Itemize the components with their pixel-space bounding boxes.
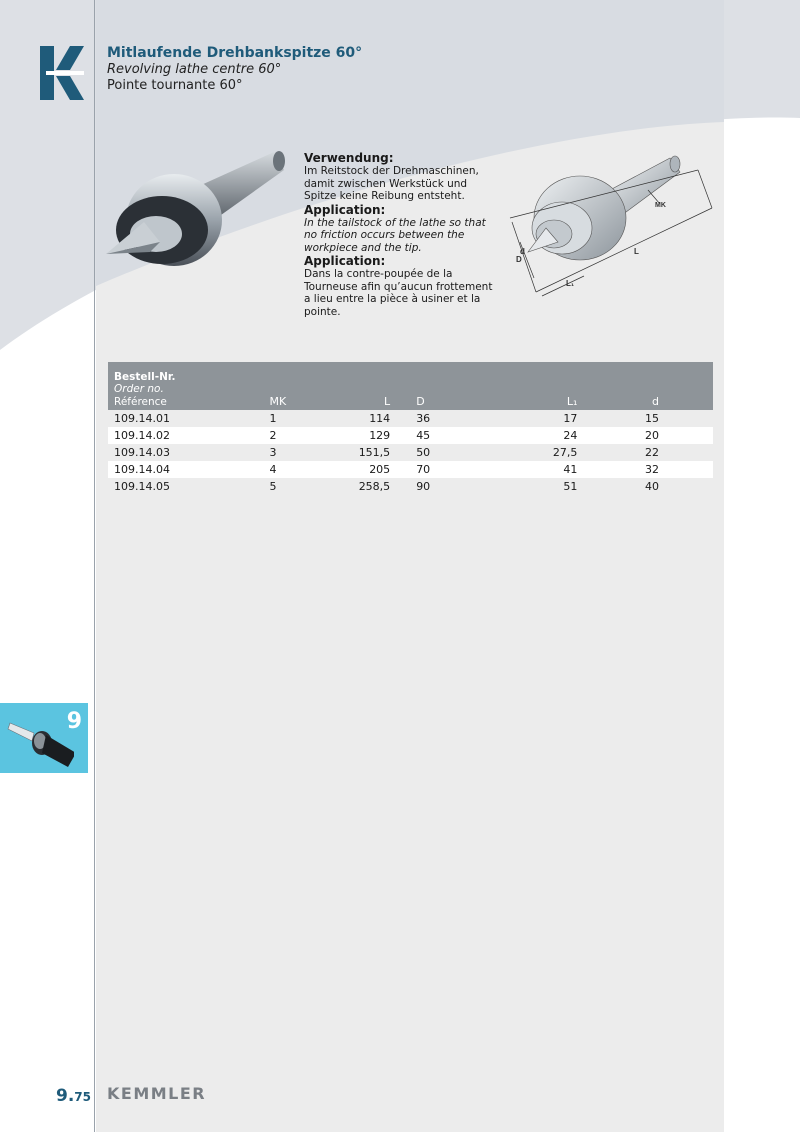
- collet-icon: [4, 705, 74, 775]
- header-d-upper: D: [396, 362, 500, 410]
- cell-l: 129: [329, 427, 396, 444]
- brand-name: KEMMLER: [107, 1084, 207, 1103]
- technical-drawing: [500, 150, 718, 305]
- drawing-label-l1: L₁: [566, 279, 575, 288]
- page-number-sub: 75: [74, 1090, 91, 1104]
- margin-line: [94, 0, 95, 1132]
- cell-d-upper: 70: [396, 461, 500, 478]
- cell-l: 205: [329, 461, 396, 478]
- chapter-number: 9: [66, 709, 82, 734]
- cell-order-no: 109.14.02: [108, 427, 264, 444]
- cell-mk: 4: [264, 461, 329, 478]
- cell-mk: 2: [264, 427, 329, 444]
- header-order-no-de: Bestell-Nr.: [114, 370, 176, 383]
- table-row: [108, 444, 713, 461]
- heading-german: Verwendung:: [304, 151, 394, 165]
- cell-l1: 17: [500, 410, 583, 427]
- header-d-lower: d: [583, 362, 713, 410]
- cell-order-no: 109.14.03: [108, 444, 264, 461]
- cell-d-lower: 32: [583, 461, 713, 478]
- drawing-label-l: L: [634, 247, 639, 256]
- table-row: [108, 427, 713, 444]
- drawing-label-d-lower: d: [520, 247, 525, 256]
- cell-mk: 3: [264, 444, 329, 461]
- table-row: [108, 478, 713, 495]
- table-row: [108, 461, 713, 478]
- cell-l1: 27,5: [500, 444, 583, 461]
- cell-d-lower: 22: [583, 444, 713, 461]
- table-header-row: [108, 362, 713, 410]
- cell-mk: 1: [264, 410, 329, 427]
- heading-french: Application:: [304, 254, 386, 268]
- product-photo: [104, 148, 294, 276]
- cell-l: 151,5: [329, 444, 396, 461]
- cell-d-lower: 20: [583, 427, 713, 444]
- header-order-no: [108, 362, 264, 410]
- page-number-main: 9.: [56, 1086, 75, 1106]
- cell-l: 258,5: [329, 478, 396, 495]
- spec-table: [108, 362, 713, 495]
- header-l: L: [329, 362, 396, 410]
- header-l1: L₁: [500, 362, 583, 410]
- cell-d-upper: 45: [396, 427, 500, 444]
- cell-l1: 51: [500, 478, 583, 495]
- chapter-tab[interactable]: [0, 703, 88, 773]
- drawing-label-d-upper: D: [516, 255, 522, 264]
- table-row: [108, 410, 713, 427]
- text-german: Im Reitstock der Drehmaschinen, damit zwischen Werkstück und Spitze keine Reibung entsteht.: [304, 165, 479, 202]
- text-french: Dans la contre-poupée de la Tourneuse afin qu’aucun frottement a lieu entre la pièce à usiner et la pointe.: [304, 268, 493, 318]
- description: [304, 151, 500, 318]
- header-order-no-en: Order no.: [114, 383, 164, 395]
- title-german: Mitlaufende Drehbankspitze 60°: [107, 45, 363, 61]
- header-order-no-fr: Référence: [114, 395, 167, 408]
- title-french: Pointe tournante 60°: [107, 78, 243, 93]
- heading-english: Application:: [304, 202, 386, 217]
- cell-order-no: 109.14.01: [108, 410, 264, 427]
- page-number: [56, 1086, 91, 1106]
- cell-l: 114: [329, 410, 396, 427]
- kemmler-logo-icon: [40, 46, 84, 100]
- text-english: In the tailstock of the lathe so that no friction occurs between the workpiece and the tip.: [304, 216, 486, 254]
- header-mk: MK: [264, 362, 329, 410]
- cell-d-upper: 36: [396, 410, 500, 427]
- drawing-label-mk: MK: [655, 202, 666, 209]
- cell-order-no: 109.14.05: [108, 478, 264, 495]
- cell-mk: 5: [264, 478, 329, 495]
- cell-d-upper: 50: [396, 444, 500, 461]
- cell-d-lower: 15: [583, 410, 713, 427]
- title-english: Revolving lathe centre 60°: [107, 62, 282, 77]
- cell-d-lower: 40: [583, 478, 713, 495]
- title-block: [107, 44, 362, 94]
- cell-l1: 24: [500, 427, 583, 444]
- cell-l1: 41: [500, 461, 583, 478]
- cell-order-no: 109.14.04: [108, 461, 264, 478]
- cell-d-upper: 90: [396, 478, 500, 495]
